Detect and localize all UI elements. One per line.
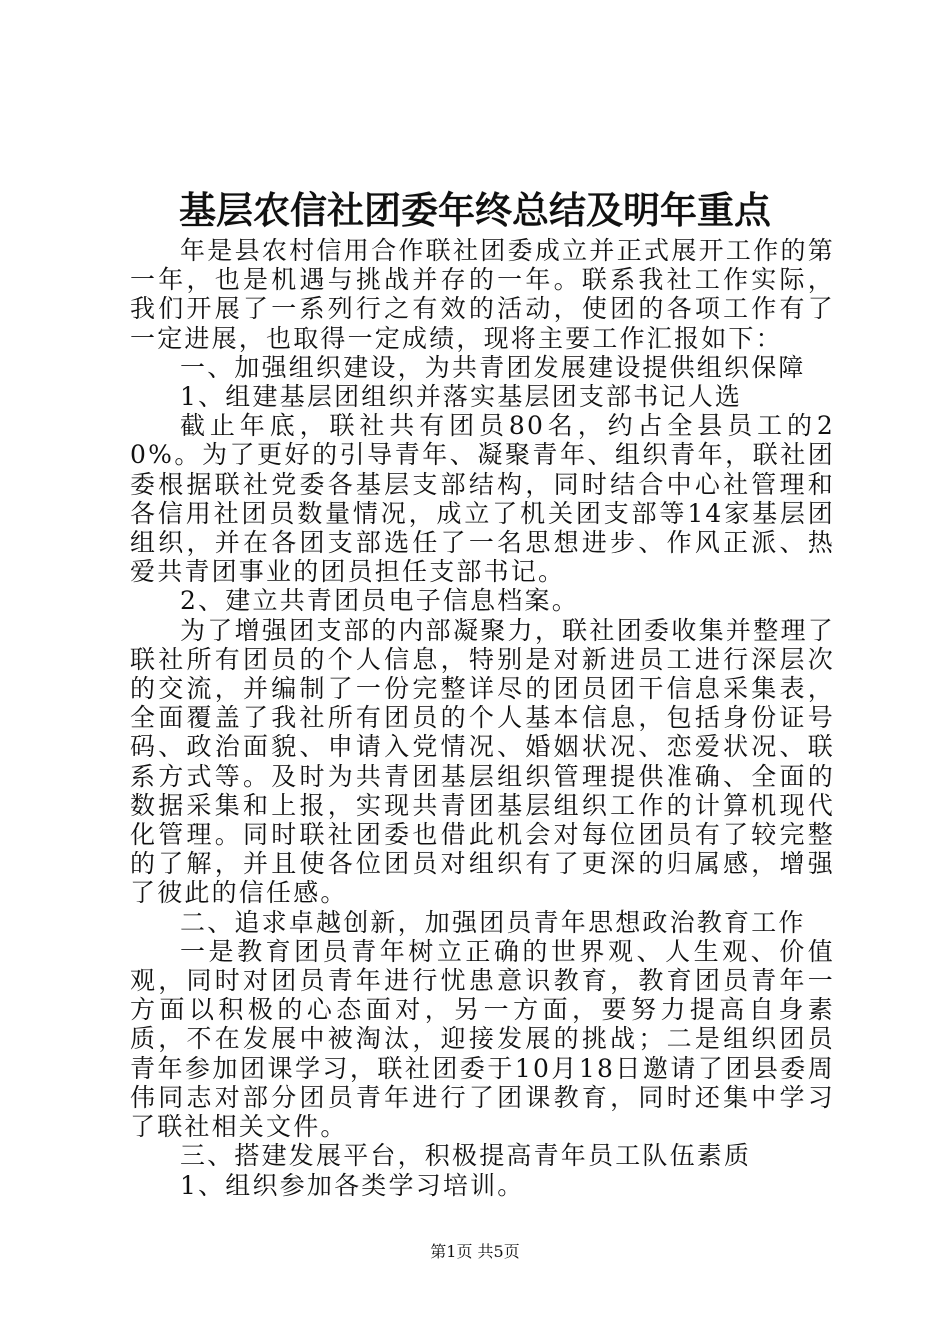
heading-section-2: 二、追求卓越创新，加强团员青年思想政治教育工作: [180, 907, 806, 937]
document-title: 基层农信社团委年终总结及明年重点: [179, 188, 771, 232]
document-body: [130, 236, 835, 1200]
paragraph-1-1: 截止年底，联社共有团员80名，约占全县员工的20%。为了更好的引导青年、凝聚青年、组织青年，联社团委根据联社党委各基层支部结构，同时结合中心社管理和各信用社团员数量情况，成立了机关团支部等14家基层团组织，并在各团支部选任了一名思想进步、作风正派、热爱共青团事业的团员担任支部书记。: [130, 411, 835, 587]
paragraph-1-2: 为了增强团支部的内部凝聚力，联社团委收集并整理了联社所有团员的个人信息，特别是对新进员工进行深层次的交流，并编制了一份完整详尽的团员团干信息采集表，全面覆盖了我社所有团员的个人基本信息，包括身份证号码、政治面貌、申请入党情况、婚姻状况、恋爱状况、联系方式等。及时为共青团基层组织管理提供准确、全面的数据采集和上报，实现共青团基层组织工作的计算机现代化管理。同时联社团委也借此机会对每位团员有了较完整的了解，并且使各位团员对组织有了更深的归属感，增强了彼此的信任感。: [130, 615, 835, 908]
subheading-1-2: 2、建立共青团员电子信息档案。: [180, 586, 579, 616]
subheading-3-1: 1、组织参加各类学习培训。: [180, 1170, 525, 1200]
page-footer: 第1页 共5页: [430, 1242, 520, 1261]
paragraph-2: 一是教育团员青年树立正确的世界观、人生观、价值观，同时对团员青年进行忧患意识教育，教育团员青年一方面以积极的心态面对，另一方面，要努力提高自身素质，不在发展中被淘汰，迎接发展的挑战；二是组织团员青年参加团课学习，联社团委于10月18日邀请了团县委周伟同志对部分团员青年进行了团课教育，同时还集中学习了联社相关文件。: [130, 936, 835, 1142]
heading-section-3: 三、搭建发展平台，积极提高青年员工队伍素质: [180, 1141, 752, 1171]
subheading-1-1: 1、组建基层团组织并落实基层团支部书记人选: [180, 382, 743, 412]
heading-section-1: 一、加强组织建设，为共青团发展建设提供组织保障: [180, 352, 806, 382]
paragraph-intro: 年是县农村信用合作联社团委成立并正式展开工作的第一年，也是机遇与挑战并存的一年。联系我社工作实际，我们开展了一系列行之有效的活动，使团的各项工作有了一定进展，也取得一定成绩，现将主要工作汇报如下：: [130, 236, 835, 353]
